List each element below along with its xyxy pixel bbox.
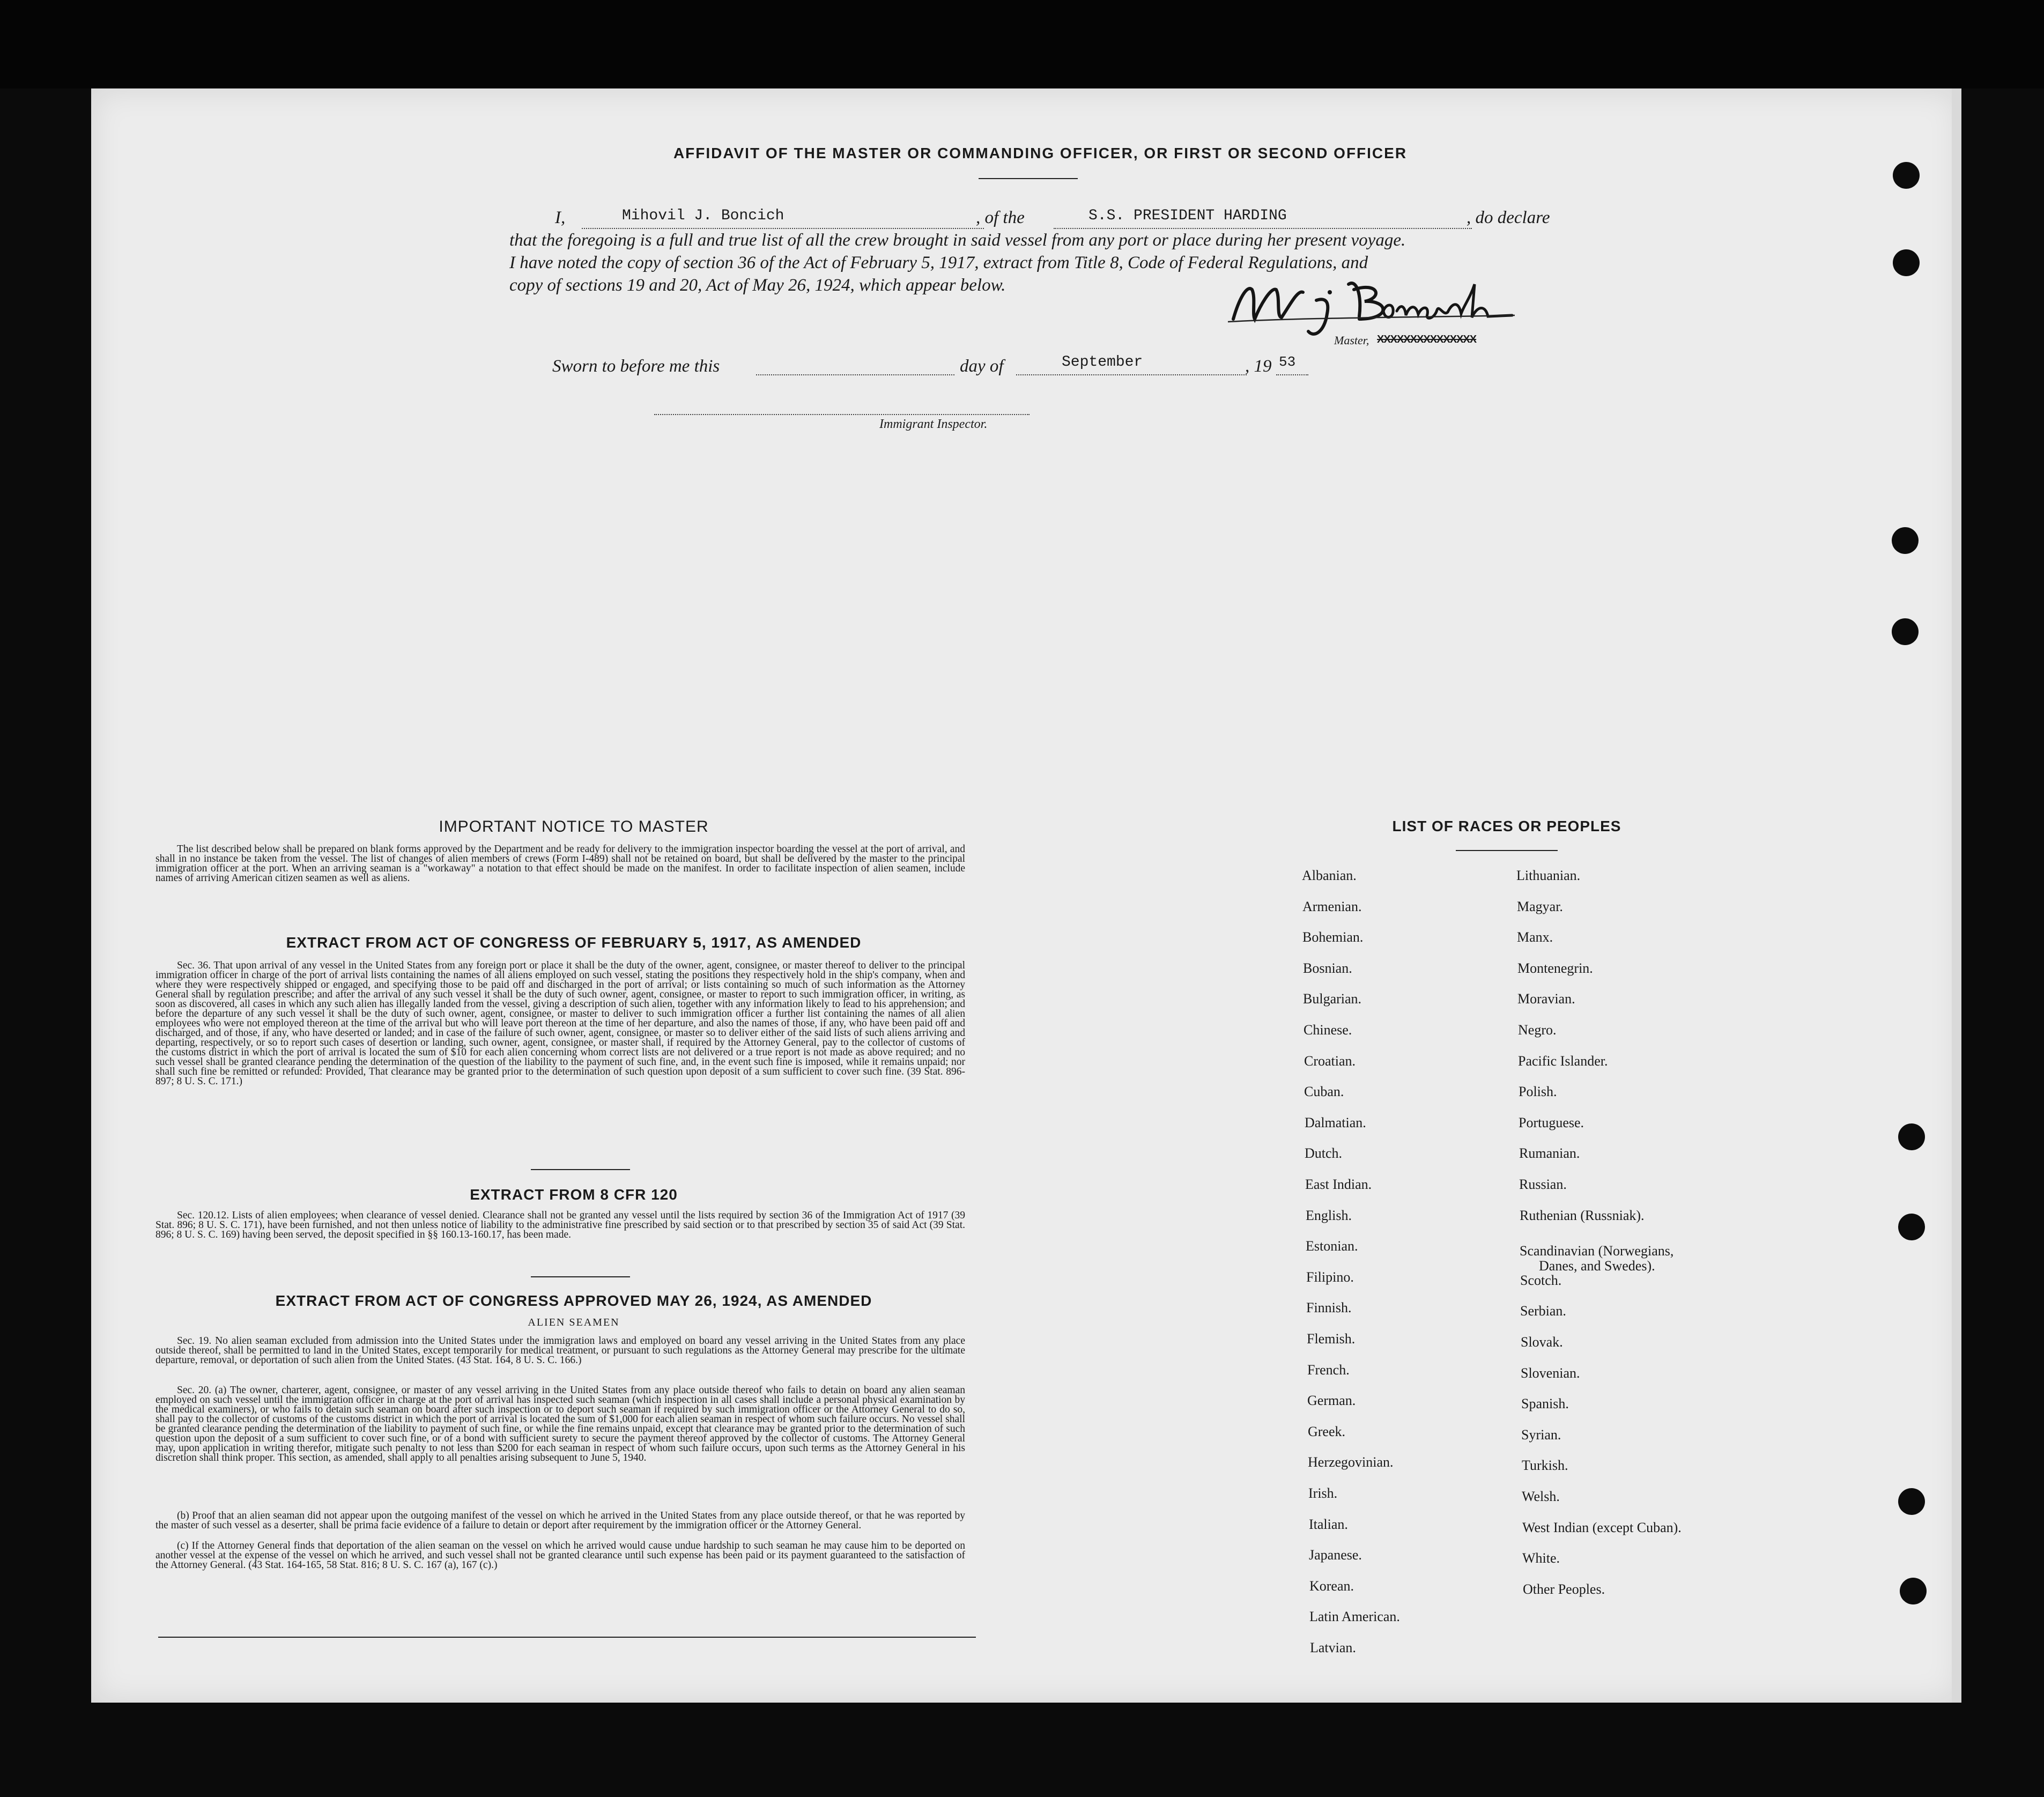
race-item: Scandinavian (Norwegians, bbox=[1520, 1243, 1674, 1259]
inspector-signature-line bbox=[654, 414, 1030, 415]
extract-1924-sec20b: (b) Proof that an alien seaman did not appear upon the outgoing manifest of the vessel on which he arrived in the United States from any place outside thereof, or that he was reported by the master of such vessel as a deserter, shall be prima facie evidence of a failure to detain or deport after requirement by the immigration officer or the Attorney General. bbox=[155, 1510, 965, 1531]
extract-1924-sec20c: (c) If the Attorney General finds that deportation of the alien seaman on the vessel on which he arrived would cause undue hardship to such seaman he may cause him to be deported on another vessel at the expense of the vessel on which he arrived, and such vessel shall not be granted clearance until such expense has been paid or its payment guaranteed to the satisfaction of the Attorney General. (43 Stat. 164-165, 58 Stat. 816; 8 U. S. C. 167 (a), 167 (c).) bbox=[155, 1540, 965, 1571]
extract-cfr-body: Sec. 120.12. Lists of alien employees; when clearance of vessel denied. Clearance shall not be granted any vessel until the lists required by section 36 of the Immigration Act of 1917 (39 Stat. 896; 8 U. S. C. 171), have been furnished, and not then unless notice of liability to the administrative fine prescribed by said section or to that prescribed by section 35 of said Act (39 Stat. 896; 8 U. S. C. 169) having been served, the deposit specified in §§ 160.13-160.17, has been made. bbox=[155, 1210, 965, 1240]
race-item: Bulgarian. bbox=[1303, 991, 1362, 1007]
punch-hole bbox=[1893, 162, 1920, 189]
bottom-rule bbox=[158, 1637, 976, 1638]
extract-1924-title: EXTRACT FROM ACT OF CONGRESS APPROVED MAY 26, 1924, AS AMENDED bbox=[275, 1292, 872, 1309]
race-item: Welsh. bbox=[1522, 1489, 1560, 1504]
affidavit-title: AFFIDAVIT OF THE MASTER OR COMMANDING OFFICER, OR FIRST OR SECOND OFFICER bbox=[673, 145, 1408, 161]
punch-hole bbox=[1893, 249, 1920, 276]
race-item: Portuguese. bbox=[1519, 1115, 1584, 1130]
declaration-i: I, bbox=[555, 208, 566, 227]
race-item: Irish. bbox=[1308, 1485, 1338, 1501]
race-item: Other Peoples. bbox=[1523, 1581, 1605, 1597]
notice-title: IMPORTANT NOTICE TO MASTER bbox=[439, 818, 709, 835]
punch-hole bbox=[1898, 1488, 1925, 1515]
race-item: Herzegovinian. bbox=[1308, 1454, 1394, 1470]
sworn-day-blank bbox=[756, 374, 954, 375]
vessel-name: S.S. PRESIDENT HARDING bbox=[1088, 208, 1287, 224]
race-item: German. bbox=[1307, 1393, 1356, 1408]
extract-1924-sec20a: Sec. 20. (a) The owner, charterer, agent, consignee, or master of any vessel arriving in the United States from any place outside thereof who fails to detain on board any alien seaman employed on such vessel until the immigration officer in charge at the port of arrival has inspected such seaman (which inspection in all cases shall include a personal physical examination by the medical examiners), or who fails to detain such seaman on board after such inspection or to deport such seaman if required by such immigration officer or the Attorney General to do so, shall pay to the collector of customs of the customs district in which the port of arrival is located the sum of $1,000 for each alien seaman in respect of whom such failure occurs. No vessel shall be granted clearance pending the determination of the liability to payment of such fine, or while the fine remains unpaid, except that clearance may be granted prior to the determination of such question upon the deposit of a sum sufficient to cover such fine, or of a bond with sufficient surety to secure the payment thereof approved by the collector of customs. The Attorney General may, upon application in writing therefor, mitigate such penalty to not less than $200 for each seaman in respect of whom such failure occurs, upon such terms as the Attorney General in his discretion shall think proper. This section, as amended, shall apply to all penalties arising subsequent to June 5, 1940. bbox=[155, 1385, 965, 1463]
race-item: Cuban. bbox=[1304, 1084, 1344, 1099]
declaration-line-3: I have noted the copy of section 36 of the Act of February 5, 1917, extract from Title 8, Code of Federal Regulations, and bbox=[509, 253, 1368, 272]
race-item: Danes, and Swedes). bbox=[1539, 1258, 1655, 1274]
page-edge bbox=[1952, 88, 1961, 1703]
race-item: Montenegrin. bbox=[1517, 960, 1593, 976]
race-item: White. bbox=[1522, 1550, 1560, 1566]
section-divider bbox=[531, 1276, 630, 1277]
section-divider bbox=[531, 1169, 630, 1170]
sworn-label: Sworn to before me this bbox=[552, 357, 720, 376]
race-item: Dalmatian. bbox=[1305, 1115, 1366, 1130]
race-item: Spanish. bbox=[1521, 1396, 1569, 1411]
race-item: Rumanian. bbox=[1519, 1145, 1580, 1161]
sworn-month-blank bbox=[1016, 374, 1247, 375]
race-item: Japanese. bbox=[1309, 1547, 1362, 1563]
sworn-month: September bbox=[1062, 354, 1143, 371]
declaration-of-the: , of the bbox=[976, 208, 1025, 227]
extract-1924-sec19: Sec. 19. No alien seaman excluded from admission into the United States under the immigration laws and employed on board any vessel arriving in the United States from any place outside thereof, shall be permitted to land in the United States, except temporarily for medical treatment, or pursuant to such regulations as the Attorney General may prescribe for the ultimate departure, removal, or deportation of such alien from the United States. (43 Stat. 164, 8 U. S. C. 166.) bbox=[155, 1335, 965, 1366]
race-item: Greek. bbox=[1308, 1424, 1346, 1439]
race-item: Pacific Islander. bbox=[1518, 1053, 1608, 1069]
race-item: Turkish. bbox=[1522, 1458, 1568, 1473]
race-item: Dutch. bbox=[1305, 1145, 1343, 1161]
races-title: LIST OF RACES OR PEOPLES bbox=[1392, 818, 1621, 834]
race-item: Croatian. bbox=[1304, 1053, 1356, 1069]
race-item: Lithuanian. bbox=[1516, 868, 1581, 883]
race-item: Negro. bbox=[1518, 1022, 1557, 1038]
scanner-frame bbox=[0, 0, 2044, 88]
race-item: Finnish. bbox=[1306, 1300, 1352, 1315]
signature-caption-master: Master, bbox=[1334, 334, 1369, 347]
declaration-line-2: that the foregoing is a full and true list of all the crew brought in said vessel from any port or place during her present voyage. bbox=[509, 231, 1406, 250]
extract-1917-body: Sec. 36. That upon arrival of any vessel in the United States from any foreign port or place it shall be the duty of the owner, agent, consignee, or master thereof to deliver to the principal immigration officer in charge of the port of arrival lists containing the names of all aliens employed on such vessel, stating the positions they respectively hold in the ship's company, when and where they were respectively shipped or engaged, and specifying those to be paid off and discharged in the port of arrival; or lists containing so much of such information as the Attorney General shall by regulation prescribe; and after the arrival of any such vessel it shall be the duty of such owner, agent, consignee, or master to report to such immigration officer, in writing, as soon as discovered, all cases in which any such alien has illegally landed from the vessel, giving a description of such alien, together with any information likely to lead to his apprehension; and before the departure of any such vessel it shall be the duty of such owner, agent, consignee, or master to deliver to such immigration officer a further list containing the names of all alien employees who were not employed thereon at the time of the arrival but who will leave port thereon at the time of her departure, and also the names of those, if any, who have been paid off and discharged, and of those, if any, who have deserted or landed; and in case of the failure of such owner, agent, consignee, or master so to deliver either of the said lists of such aliens arriving and departing, respectively, or so to report such cases of desertion or landing, such owner, agent, consignee, or master shall, if required by the Attorney General, pay to the collector of customs of the customs district in which the port of arrival is located the sum of $10 for each alien concerning whom correct lists are not delivered or a true report is not made as above required; and no such vessel shall be granted clearance pending the determination of the question of the liability to the payment of such fine, and, in the event such fine is imposed, while it remains unpaid; nor shall such fine be remitted or refunded: Provided, That clearance may be granted prior to the determination of such question upon deposit of a sum sufficient to cover such fine. (39 Stat. 896-897; 8 U. S. C. 171.) bbox=[155, 960, 965, 1087]
race-item: Moravian. bbox=[1517, 991, 1575, 1007]
race-item: Scotch. bbox=[1520, 1273, 1562, 1288]
notice-body: The list described below shall be prepared on blank forms approved by the Department and be ready for delivery to the immigration inspector boarding the vessel at the port of arrival, and shall in no instance be taken from the vessel. The list of changes of alien members of crews (Form I-489) shall not be retained on board, but shall be delivered by the master to the principal immigration officer at the port. When an arriving seaman is a "workaway" a notation to that effect should be made on the manifest. In order to facilitate inspection of alien seamen, include names of arriving American citizen seamen as well as aliens. bbox=[155, 844, 965, 884]
race-item: Flemish. bbox=[1307, 1331, 1356, 1347]
race-item: Russian. bbox=[1519, 1177, 1567, 1192]
race-item: West Indian (except Cuban). bbox=[1522, 1520, 1682, 1535]
inspector-label: Immigrant Inspector. bbox=[879, 417, 988, 431]
punch-hole bbox=[1892, 527, 1919, 554]
race-item: Korean. bbox=[1309, 1578, 1354, 1594]
handwritten-signature bbox=[1223, 268, 1523, 349]
race-item: Latin American. bbox=[1309, 1609, 1400, 1624]
race-item: Slovenian. bbox=[1521, 1365, 1580, 1381]
race-item: Filipino. bbox=[1306, 1269, 1354, 1285]
race-item: Estonian. bbox=[1306, 1238, 1358, 1254]
race-item: Chinese. bbox=[1304, 1022, 1352, 1038]
year-blank bbox=[1276, 374, 1308, 375]
declaration-line-4: copy of sections 19 and 20, Act of May 26, 1924, which appear below. bbox=[509, 276, 1006, 295]
race-item: Ruthenian (Russniak). bbox=[1520, 1208, 1645, 1223]
race-item: Armenian. bbox=[1302, 899, 1362, 914]
race-item: Italian. bbox=[1309, 1517, 1348, 1532]
punch-hole bbox=[1898, 1123, 1925, 1150]
race-item: Slovak. bbox=[1521, 1334, 1563, 1350]
race-item: French. bbox=[1307, 1362, 1350, 1378]
punch-hole bbox=[1900, 1578, 1927, 1604]
punch-hole bbox=[1892, 618, 1919, 645]
signature-caption-struck: XXXXXXXXXXXXXXX bbox=[1377, 334, 1477, 345]
day-of-label: day of bbox=[960, 357, 1004, 376]
year-suffix: 53 bbox=[1279, 354, 1296, 370]
master-name: Mihovil J. Boncich bbox=[622, 208, 784, 224]
race-item: Polish. bbox=[1519, 1084, 1557, 1099]
race-item: Manx. bbox=[1517, 929, 1553, 945]
extract-1917-title: EXTRACT FROM ACT OF CONGRESS OF FEBRUARY 5, 1917, AS AMENDED bbox=[286, 934, 862, 951]
race-item: Latvian. bbox=[1310, 1640, 1356, 1655]
race-item: Albanian. bbox=[1302, 868, 1357, 883]
race-item: Bohemian. bbox=[1302, 929, 1364, 945]
race-item: Magyar. bbox=[1517, 899, 1563, 914]
races-divider bbox=[1456, 850, 1558, 851]
extract-1924-subtitle: ALIEN SEAMEN bbox=[528, 1317, 620, 1328]
race-item: Serbian. bbox=[1520, 1303, 1566, 1319]
race-item: Syrian. bbox=[1521, 1427, 1561, 1443]
race-item: Bosnian. bbox=[1303, 960, 1352, 976]
punch-hole bbox=[1898, 1214, 1925, 1240]
race-item: English. bbox=[1306, 1208, 1352, 1223]
race-item: East Indian. bbox=[1305, 1177, 1372, 1192]
declaration-do-declare: , do declare bbox=[1467, 208, 1550, 227]
extract-cfr-title: EXTRACT FROM 8 CFR 120 bbox=[470, 1186, 678, 1203]
title-divider bbox=[979, 178, 1078, 179]
year-prefix: , 19 bbox=[1245, 357, 1272, 376]
